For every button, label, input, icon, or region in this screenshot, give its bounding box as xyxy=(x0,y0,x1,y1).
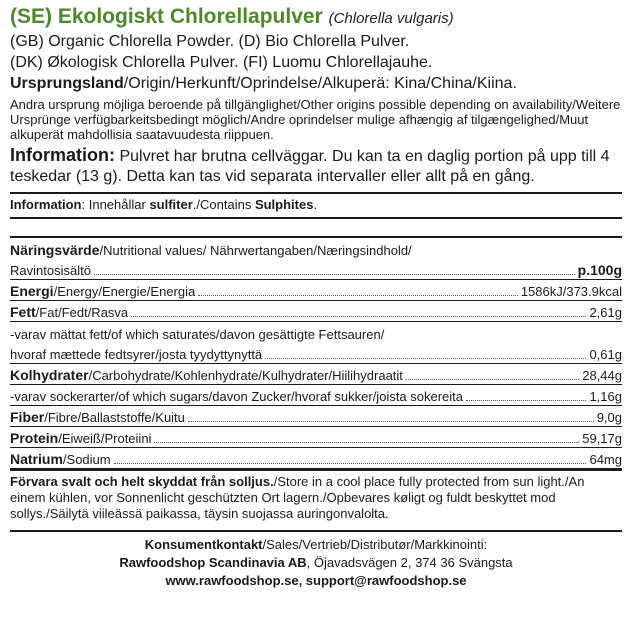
allergen-text-1: : Innehållar xyxy=(81,197,150,212)
nutrition-row xyxy=(10,280,622,301)
origin-statement xyxy=(10,74,622,94)
leader-dots xyxy=(406,378,579,380)
nutrition-row-label xyxy=(10,367,403,384)
nutrition-row-value: 0,61g xyxy=(589,347,622,362)
nutrition-row xyxy=(10,322,622,343)
leader-dots xyxy=(188,420,594,422)
nutrition-row xyxy=(10,406,622,427)
information-paragraph xyxy=(10,145,622,187)
nutrition-row-label xyxy=(10,409,185,426)
company-address: , Öjavadsvägen 2, 374 36 Svängsta xyxy=(306,555,513,570)
nutrition-row-label xyxy=(10,283,195,300)
nutrition-row-label xyxy=(10,304,128,321)
nutrition-row-label-rest: /Fat/Fedt/Rasva xyxy=(35,305,129,320)
nutrition-row-label-bold: Protein xyxy=(10,430,59,446)
nutrition-header-2 xyxy=(10,259,622,280)
origin-note: Andra ursprung möjliga beroende på tillgänglighet/Other origins possible depending on availability/Weitere Ursprünge verfügbarkeitsbedingt möglich/Andre oprindelser mulige afhængig af tilgængelighed/Muut alkuperät mahdollisia saatavuudesta riippuen. xyxy=(10,97,621,142)
nutrition-row-label xyxy=(10,326,384,343)
contact-label: Konsumentkontakt xyxy=(144,537,263,552)
nutrition-row xyxy=(10,343,622,364)
allergen-word-en: Sulphites xyxy=(254,197,314,212)
nutrition-row-label-rest: /Sodium xyxy=(62,452,111,467)
contact-line-1 xyxy=(10,536,622,554)
language-names-1: (GB) Organic Chlorella Powder. (D) Bio Chlorella Pulver. xyxy=(10,33,410,50)
product-label xyxy=(10,4,622,590)
nutrition-row-label-rest: -varav mättat fett/of which saturates/davon gesättigte Fettsauren/ xyxy=(10,327,385,342)
information-text: Pulvret har brutna cellväggar. Du kan ta en daglig portion på upp till 4 teskedar (13 g). Detta kan tas vid separata intervaller eller allt på en gång. xyxy=(10,148,610,185)
nutrition-row xyxy=(10,364,622,385)
allergen-text-3: . xyxy=(313,197,318,212)
nutrition-row-value: 9,0g xyxy=(596,410,622,425)
leader-dots xyxy=(114,462,587,464)
allergen-text-2: ./Contains xyxy=(192,197,255,212)
company-name: Rawfoodshop Scandinavia AB xyxy=(119,555,307,570)
nutrition-row-label-rest: hvoraf mættede fedtsyrer/josta tyydyttynyttä xyxy=(10,347,263,362)
nutrition-row-value: 28,44g xyxy=(582,368,622,383)
nutrition-per-100g: p.100g xyxy=(577,262,622,278)
nutrition-row-value: 64mg xyxy=(589,452,622,467)
nutrition-row-label-bold: Energi xyxy=(10,283,54,299)
nutrition-row-label-rest: /Fibre/Ballaststoffe/Kuitu xyxy=(44,410,185,425)
allergen-word-se: sulfiter xyxy=(149,197,193,212)
nutrition-rows xyxy=(10,280,622,469)
information-label: Information: xyxy=(10,145,115,165)
nutrition-row-label-rest: /Eiweiß/Proteiini xyxy=(58,431,152,446)
consumer-contact xyxy=(10,530,622,590)
allergen-label: Information xyxy=(10,197,82,212)
nutrition-row-value: 2,61g xyxy=(589,305,622,320)
origin-text: /Origin/Herkunft/Oprindelse/Alkuperä: Kina/China/Kiina. xyxy=(123,75,517,92)
leader-dots xyxy=(265,357,586,359)
nutrition-row xyxy=(10,385,622,406)
nutrition-row-value: 1586kJ/373.9kcal xyxy=(520,284,622,299)
product-title: (SE) Ekologiskt Chlorellapulver xyxy=(10,5,323,28)
contact-label-rest: /Sales/Vertrieb/Distributør/Markkinointi: xyxy=(262,537,488,552)
nutrition-row-label xyxy=(10,430,151,447)
contact-line-3 xyxy=(10,572,622,590)
nutrition-row-label xyxy=(10,388,463,405)
nutrition-row xyxy=(10,427,622,448)
nutrition-row-label-bold: Fiber xyxy=(10,409,45,425)
nutrition-header-fi: Ravintosisältö xyxy=(10,263,91,278)
language-names-2: (DK) Økologisk Chlorella Pulver. (FI) Luomu Chlorellajauhe. xyxy=(10,54,433,71)
nutrition-row-label xyxy=(10,451,111,468)
nutrition-row xyxy=(10,448,622,469)
nutrition-row-value: 59,17g xyxy=(582,431,622,446)
nutrition-row-label-bold: Natrium xyxy=(10,451,63,467)
leader-dots xyxy=(94,273,575,275)
leader-dots xyxy=(131,315,586,317)
storage-rest: /Store in a cool place fully protected from sun light./An einem kühlen, vor Sonnenlicht geschützten Ort lagern./Opbevares køligt og fuldt beskyttet mod sollys./Säilytä viileässä paikassa, täysin suojassa auringonvalolta. xyxy=(10,474,585,521)
leader-dots xyxy=(466,399,586,401)
nutrition-row-label-rest: /Energy/Energie/Energia xyxy=(53,284,196,299)
nutrition-table xyxy=(10,236,622,469)
nutrition-row-label-bold: Fett xyxy=(10,304,36,320)
nutrition-row xyxy=(10,301,622,322)
latin-name: (Chlorella vulgaris) xyxy=(328,10,454,27)
leader-dots xyxy=(154,441,579,443)
nutrition-header-bold: Näringsvärde xyxy=(10,242,100,258)
nutrition-row-label-rest: -varav sockerarter/of which sugars/davon Zucker/hvoraf sukker/joista sokereita xyxy=(10,389,464,404)
nutrition-row-value: 1,16g xyxy=(589,389,622,404)
nutrition-header-1 xyxy=(10,238,622,259)
storage-bold: Förvara svalt och helt skyddat från solljus. xyxy=(10,474,274,489)
leader-dots xyxy=(198,294,518,296)
nutrition-row-label-bold: Kolhydrater xyxy=(10,367,89,383)
nutrition-header-rest: /Nutritional values/ Nährwertangaben/Næringsindhold/ xyxy=(99,243,412,258)
storage-instructions xyxy=(10,469,622,522)
nutrition-row-label xyxy=(10,346,262,363)
contact-web-email: www.rawfoodshop.se, support@rawfoodshop.se xyxy=(165,573,467,588)
origin-label: Ursprungsland xyxy=(10,75,124,92)
nutrition-row-label-rest: /Carbohydrate/Kohlenhydrate/Kulhydrater/Hiilihydraatit xyxy=(88,368,403,383)
contact-line-2 xyxy=(10,554,622,572)
allergen-info xyxy=(10,192,622,219)
title-line xyxy=(10,4,622,31)
